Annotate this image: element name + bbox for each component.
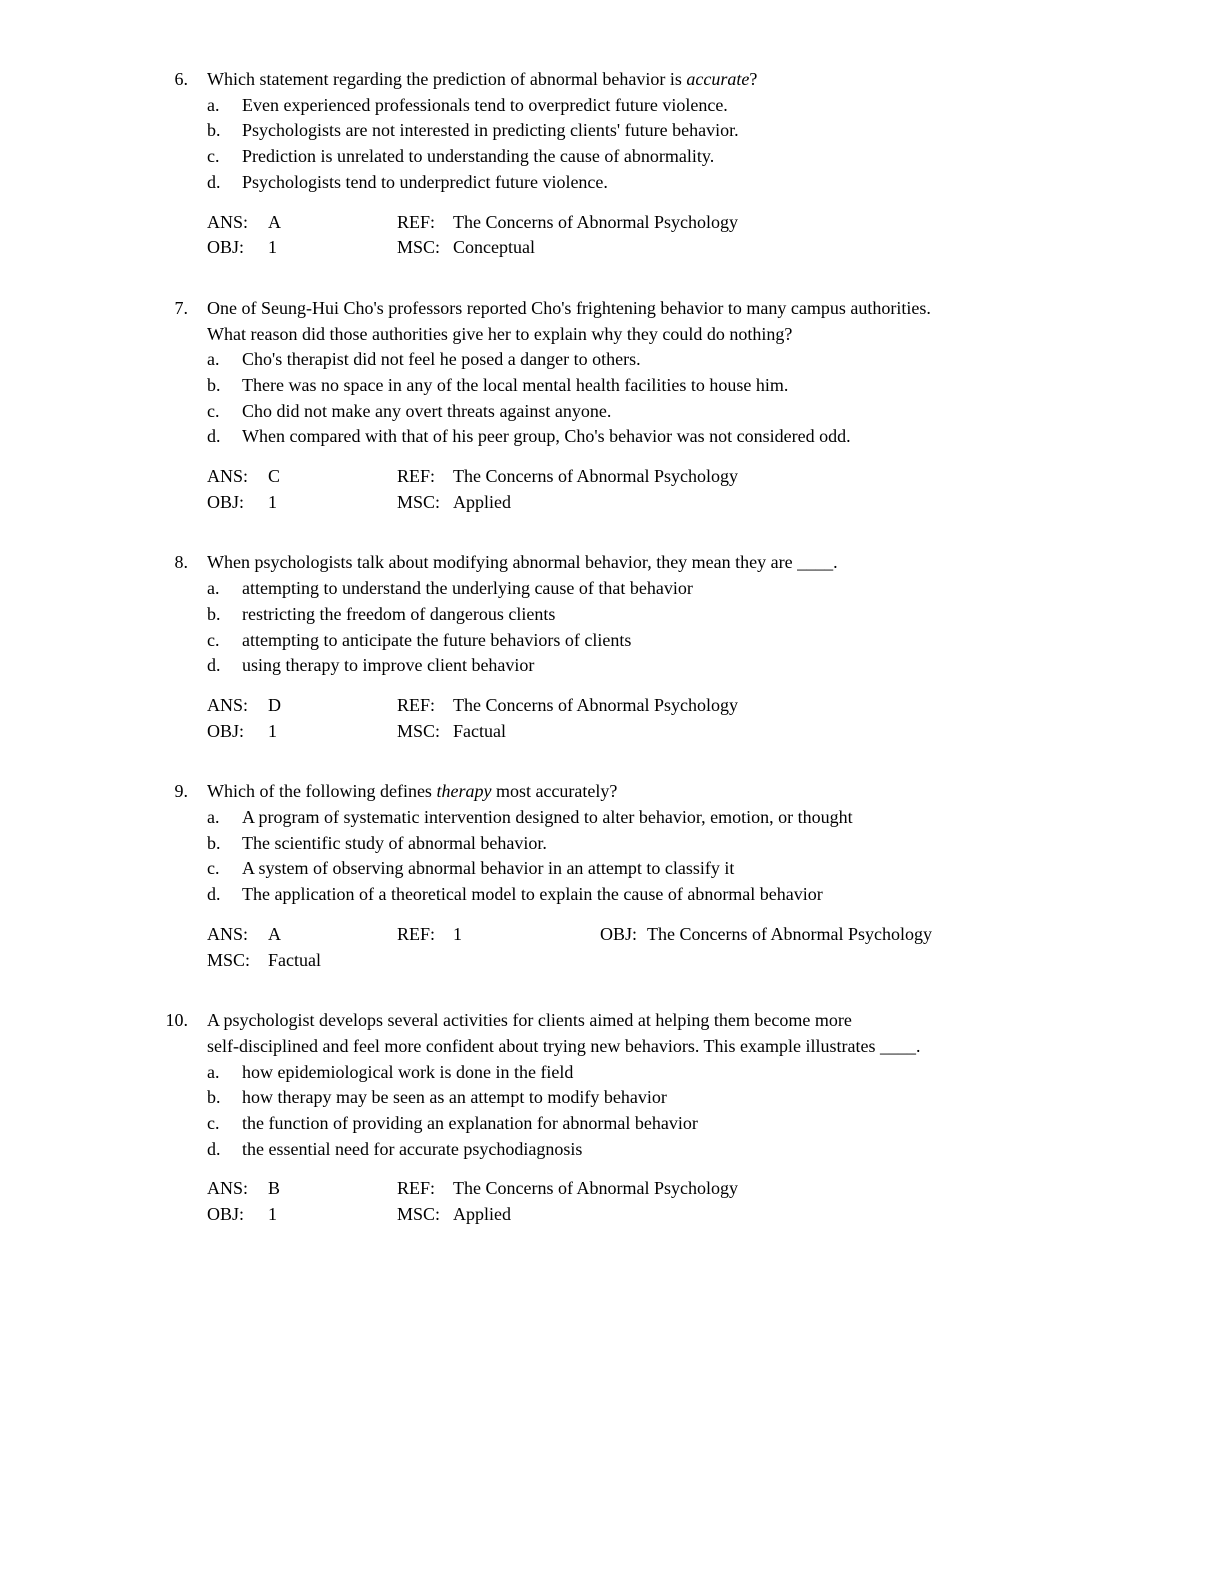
prompt-text: self-disciplined and feel more confident about trying new behaviors. This example illustrates ____. (207, 1035, 921, 1056)
option-row (207, 424, 1184, 450)
option-letter: c. (207, 1113, 220, 1134)
answer-label: MSC: (397, 1204, 441, 1225)
answer-cell-ans (207, 1176, 280, 1202)
question-number: 6. (174, 69, 188, 89)
prompt-text-italic: accurate (686, 69, 750, 89)
question-prompt (207, 1008, 920, 1059)
option-row (207, 118, 1184, 144)
option-text: Prediction is unrelated to understanding the cause of abnormality. (242, 146, 715, 167)
prompt-line (207, 296, 931, 322)
option-letter: d. (207, 1138, 221, 1159)
option-text: The application of a theoretical model to explain the cause of abnormal behavior (242, 884, 823, 905)
option-row (207, 576, 1184, 602)
answer-value: B (268, 1178, 281, 1199)
option-text: how epidemiological work is done in the field (242, 1061, 574, 1082)
option-row (207, 602, 1184, 628)
answer-value: 1 (268, 491, 277, 512)
option-letter: c. (207, 858, 220, 879)
answer-row (207, 948, 1184, 974)
answer-cell-msc (397, 1202, 511, 1228)
prompt-text: ? (749, 69, 758, 89)
answer-cell-obj (207, 235, 277, 261)
prompt-line (207, 1008, 920, 1034)
option-row (207, 347, 1184, 373)
answer-label: ANS: (207, 1178, 249, 1199)
answer-cell-msc (397, 490, 511, 516)
question-prompt-row (140, 550, 1184, 576)
option-row (207, 1085, 1184, 1111)
answer-value: Applied (453, 1204, 511, 1225)
option-letter: d. (207, 171, 221, 192)
answer-cell-obj (207, 1202, 277, 1228)
answer-row (207, 464, 1184, 490)
answer-row (207, 719, 1184, 745)
option-letter: b. (207, 120, 221, 141)
answer-label: OBJ: (207, 1204, 245, 1225)
option-row (207, 1111, 1184, 1137)
answer-cell-ans (207, 922, 281, 948)
options-list (140, 805, 1184, 908)
options-list (140, 1060, 1184, 1163)
answer-block (207, 210, 1184, 261)
answer-label: MSC: (397, 237, 441, 258)
option-text: attempting to understand the underlying cause of that behavior (242, 578, 693, 599)
answer-cell-msc (397, 235, 535, 261)
prompt-text: One of Seung-Hui Cho's professors reported Cho's frightening behavior to many campus authorities. (207, 297, 931, 318)
answer-label: ANS: (207, 695, 249, 715)
option-letter: d. (207, 884, 221, 905)
question-number: 7. (174, 297, 188, 318)
answer-cell-ans (207, 210, 281, 236)
question-prompt (207, 779, 617, 805)
answer-label: REF: (397, 923, 436, 944)
answer-value: Applied (453, 491, 511, 512)
answer-row (207, 1202, 1184, 1228)
answer-cell-ans (207, 693, 281, 719)
prompt-line (207, 67, 757, 93)
option-row (207, 373, 1184, 399)
question-prompt (207, 296, 931, 347)
answer-label: REF: (397, 1178, 436, 1199)
questions-container (140, 67, 1184, 1228)
option-text: A program of systematic intervention designed to alter behavior, emotion, or thought (242, 807, 853, 828)
option-text: restricting the freedom of dangerous clients (242, 603, 556, 624)
option-text: the essential need for accurate psychodiagnosis (242, 1138, 583, 1159)
option-text: Cho's therapist did not feel he posed a danger to others. (242, 349, 641, 370)
options-list (140, 347, 1184, 450)
answer-cell-obj (600, 922, 932, 948)
question-block-9 (140, 779, 1184, 973)
answer-label: MSC: (207, 949, 251, 970)
option-row (207, 1137, 1184, 1163)
prompt-line (207, 550, 838, 576)
answer-value: 1 (268, 237, 277, 258)
option-letter: c. (207, 146, 220, 167)
prompt-text: Which statement regarding the prediction of abnormal behavior is (207, 69, 687, 89)
option-text: The scientific study of abnormal behavior. (242, 832, 547, 853)
answer-value: The Concerns of Abnormal Psychology (647, 923, 932, 944)
question-prompt-row (140, 1008, 1184, 1059)
answer-label: ANS: (207, 923, 249, 944)
answer-cell-ans (207, 464, 280, 490)
option-row (207, 805, 1184, 831)
option-text: When compared with that of his peer group, Cho's behavior was not considered odd. (242, 426, 851, 447)
answer-cell-obj (207, 490, 277, 516)
option-row (207, 399, 1184, 425)
option-letter: a. (207, 1061, 220, 1082)
answer-value: The Concerns of Abnormal Psychology (453, 695, 738, 715)
answer-value: 1 (268, 720, 277, 741)
answer-block (207, 464, 1184, 515)
prompt-line (207, 779, 617, 805)
answer-row (207, 693, 1184, 719)
answer-value: Factual (453, 720, 506, 741)
option-letter: b. (207, 832, 221, 853)
answer-value: Factual (268, 949, 321, 970)
answer-row (207, 210, 1184, 236)
option-row (207, 144, 1184, 170)
answer-value: The Concerns of Abnormal Psychology (453, 1178, 738, 1199)
question-number: 10. (165, 1010, 188, 1031)
option-row (207, 1060, 1184, 1086)
prompt-text: When psychologists talk about modifying abnormal behavior, they mean they are ____. (207, 552, 838, 573)
answer-row (207, 235, 1184, 261)
option-row (207, 93, 1184, 119)
answer-row (207, 1176, 1184, 1202)
answer-value: Conceptual (453, 237, 535, 258)
option-letter: d. (207, 426, 221, 447)
answer-cell-ref (397, 210, 738, 236)
option-text: Cho did not make any overt threats against anyone. (242, 400, 612, 421)
options-list (140, 93, 1184, 196)
answer-label: OBJ: (207, 237, 245, 258)
answer-row (207, 490, 1184, 516)
option-text: Psychologists tend to underpredict future violence. (242, 171, 608, 192)
answer-cell-ref (397, 1176, 738, 1202)
answer-block (207, 693, 1184, 744)
question-prompt (207, 550, 838, 576)
answer-label: REF: (397, 211, 436, 232)
answer-value: D (268, 695, 281, 715)
prompt-line (207, 1034, 920, 1060)
answer-label: OBJ: (207, 720, 245, 741)
option-text: There was no space in any of the local mental health facilities to house him. (242, 375, 789, 395)
option-row (207, 653, 1184, 679)
prompt-line (207, 322, 931, 348)
answer-value: 1 (453, 923, 462, 944)
answer-cell-ref (397, 464, 738, 490)
answer-value: C (268, 466, 281, 487)
option-text: Even experienced professionals tend to overpredict future violence. (242, 94, 728, 115)
answer-label: OBJ: (600, 923, 638, 944)
option-text: the function of providing an explanation for abnormal behavior (242, 1113, 698, 1134)
option-row (207, 170, 1184, 196)
option-letter: b. (207, 1087, 221, 1108)
answer-block (207, 922, 1184, 973)
option-text: attempting to anticipate the future behaviors of clients (242, 629, 632, 650)
question-block-8 (140, 550, 1184, 744)
option-letter: a. (207, 578, 220, 599)
prompt-text-italic: therapy (436, 781, 492, 802)
option-letter: d. (207, 655, 221, 676)
question-block-7 (140, 296, 1184, 516)
option-letter: a. (207, 94, 220, 115)
answer-value: A (268, 211, 281, 232)
answer-value: The Concerns of Abnormal Psychology (453, 211, 738, 232)
answer-label: ANS: (207, 466, 249, 487)
question-block-6 (140, 67, 1184, 261)
answer-value: The Concerns of Abnormal Psychology (453, 466, 738, 487)
answer-value: 1 (268, 1204, 277, 1225)
option-text: A system of observing abnormal behavior in an attempt to classify it (242, 858, 735, 879)
option-text: Psychologists are not interested in predicting clients' future behavior. (242, 120, 739, 141)
option-text: how therapy may be seen as an attempt to modify behavior (242, 1087, 667, 1108)
answer-label: OBJ: (207, 491, 245, 512)
prompt-text: What reason did those authorities give her to explain why they could do nothing? (207, 323, 793, 344)
option-letter: b. (207, 375, 221, 395)
option-letter: b. (207, 603, 221, 624)
answer-label: REF: (397, 466, 436, 487)
option-row (207, 831, 1184, 857)
answer-value: A (268, 923, 281, 944)
answer-label: ANS: (207, 211, 249, 232)
option-row (207, 882, 1184, 908)
answer-cell-msc (397, 719, 506, 745)
answer-row (207, 922, 1184, 948)
option-text: using therapy to improve client behavior (242, 655, 535, 676)
options-list (140, 576, 1184, 679)
question-prompt-row (140, 67, 1184, 93)
option-letter: a. (207, 349, 220, 370)
option-letter: c. (207, 629, 220, 650)
option-row (207, 856, 1184, 882)
question-block-10 (140, 1008, 1184, 1228)
answer-cell-msc (207, 948, 321, 974)
question-number: 8. (174, 552, 188, 573)
answer-block (207, 1176, 1184, 1227)
prompt-text: Which of the following defines (207, 781, 437, 802)
answer-label: MSC: (397, 720, 441, 741)
question-prompt (207, 67, 757, 93)
answer-cell-obj (207, 719, 277, 745)
option-letter: a. (207, 807, 220, 828)
answer-cell-ref (397, 693, 738, 719)
answer-cell-ref (397, 922, 462, 948)
question-prompt-row (140, 779, 1184, 805)
answer-label: MSC: (397, 491, 441, 512)
option-row (207, 628, 1184, 654)
question-number: 9. (174, 781, 188, 802)
question-prompt-row (140, 296, 1184, 347)
answer-label: REF: (397, 695, 436, 715)
prompt-text: A psychologist develops several activities for clients aimed at helping them become more (207, 1010, 852, 1031)
prompt-text: most accurately? (491, 781, 618, 802)
option-letter: c. (207, 400, 220, 421)
